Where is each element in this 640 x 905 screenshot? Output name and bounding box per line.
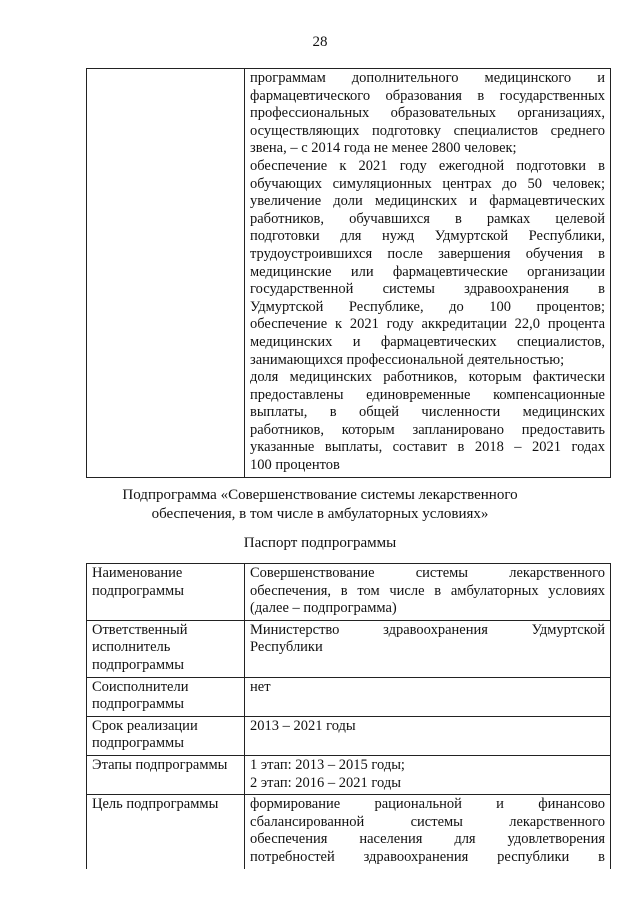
passport-row (87, 795, 611, 869)
passport-row (87, 564, 611, 621)
label-line: Наименование (92, 565, 183, 581)
indicators-cell (245, 69, 611, 478)
passport-value-cell (245, 755, 611, 794)
text-line: обеспечения населения для удовлетворения (250, 831, 605, 848)
text-line: обучающих симуляционных центрах до 50 человек; (250, 175, 605, 192)
passport-row (87, 716, 611, 755)
passport-row (87, 620, 611, 677)
text-line: работников, обучавшихся в рамках целевой (250, 210, 605, 227)
label-line: подпрограммы (92, 735, 184, 752)
passport-title: Паспорт подпрограммы (243, 535, 397, 551)
text-line: фармацевтического образования в государственных (250, 87, 605, 104)
label-line: Срок реализации (92, 717, 198, 734)
text-line: обеспечение к 2021 году ежегодной подготовки в (250, 157, 605, 174)
passport-label-cell (87, 795, 245, 869)
text-line: медицинские или фармацевтические организации (250, 263, 605, 280)
text-line: выплаты, в общей численности медицинских (250, 404, 605, 421)
passport-table (86, 563, 611, 869)
continuation-table (86, 68, 611, 478)
passport-value-cell (245, 795, 611, 869)
passport-value-cell (245, 564, 611, 621)
label-line: подпрограммы (92, 656, 184, 673)
text-line: 2 этап: 2016 – 2021 годы (250, 774, 401, 791)
passport-row (87, 755, 611, 794)
text-line: формирование рациональной и финансово (250, 796, 605, 813)
text-line: увеличение доли медицинских и фармацевтических (250, 193, 605, 210)
label-line: Ответственный (92, 621, 188, 638)
text-line: Республики (250, 639, 323, 656)
text-line: осуществляющих подготовку специалистов среднего (250, 122, 605, 139)
text-line: профессиональных образовательных организациях, (250, 105, 605, 122)
passport-row (87, 677, 611, 716)
text-line: 1 этап: 2013 – 2015 годы; (250, 756, 405, 773)
passport-label-cell (87, 564, 245, 621)
text-line: государственной системы здравоохранения в (250, 281, 605, 298)
label-line: исполнитель (92, 639, 171, 656)
passport-label-cell (87, 755, 245, 794)
text-line: доля медицинских работников, которым фактически (250, 369, 605, 386)
text-line: потребностей здравоохранения республики в (250, 848, 605, 865)
label-line: Соисполнители (92, 678, 189, 695)
table-row (87, 69, 611, 478)
text-line: медицинских и фармацевтических специалистов, (250, 333, 605, 350)
text-line: нет (250, 678, 271, 695)
label-line: подпрограммы (92, 582, 184, 599)
passport-label-cell (87, 677, 245, 716)
label-line: Цель подпрограммы (92, 796, 219, 813)
text-line: 2013 – 2021 годы (250, 717, 356, 734)
text-line: Совершенствование системы лекарственного (250, 565, 605, 581)
text-line: Удмуртской Республике, до 100 процентов; (250, 298, 605, 315)
text-line: обеспечение к 2021 году аккредитации 22,0 процента (250, 316, 605, 333)
text-line: подготовки для нужд Удмуртской Республики, (250, 228, 605, 245)
text-line: обеспечения, в том числе в амбулаторных условиях (250, 582, 605, 599)
empty-label-cell (87, 69, 245, 478)
text-line: работников, которым запланировано предоставить (250, 421, 605, 438)
text-line: предоставлены единовременные компенсационные (250, 386, 605, 403)
text-line: трудоустроившихся после завершения обучения в (250, 245, 605, 262)
text-line: (далее – подпрограмма) (250, 600, 397, 617)
passport-label-cell (87, 716, 245, 755)
text-line: Министерство здравоохранения Удмуртской (250, 621, 605, 638)
passport-value-cell (245, 716, 611, 755)
passport-label-cell (87, 620, 245, 677)
subprogram-title-line-1: Подпрограмма «Совершенствование системы лекарственного (122, 487, 518, 503)
subprogram-title-line-2: обеспечения, в том числе в амбулаторных условиях» (151, 506, 489, 522)
text-line: программам дополнительного медицинского и (250, 70, 605, 86)
passport-value-cell (245, 620, 611, 677)
passport-value-cell (245, 677, 611, 716)
text-line: 100 процентов (250, 457, 340, 474)
text-line: указанные выплаты, составит в 2018 – 2021 годах (250, 439, 605, 456)
text-line: звена, – с 2014 года не менее 2800 человек; (250, 140, 517, 157)
text-line: занимающихся профессиональной деятельностью; (250, 351, 565, 368)
page-number: 28 (312, 34, 328, 50)
text-line: сбалансированной системы лекарственного (250, 813, 605, 830)
label-line: подпрограммы (92, 696, 184, 713)
label-line: Этапы подпрограммы (92, 756, 228, 773)
